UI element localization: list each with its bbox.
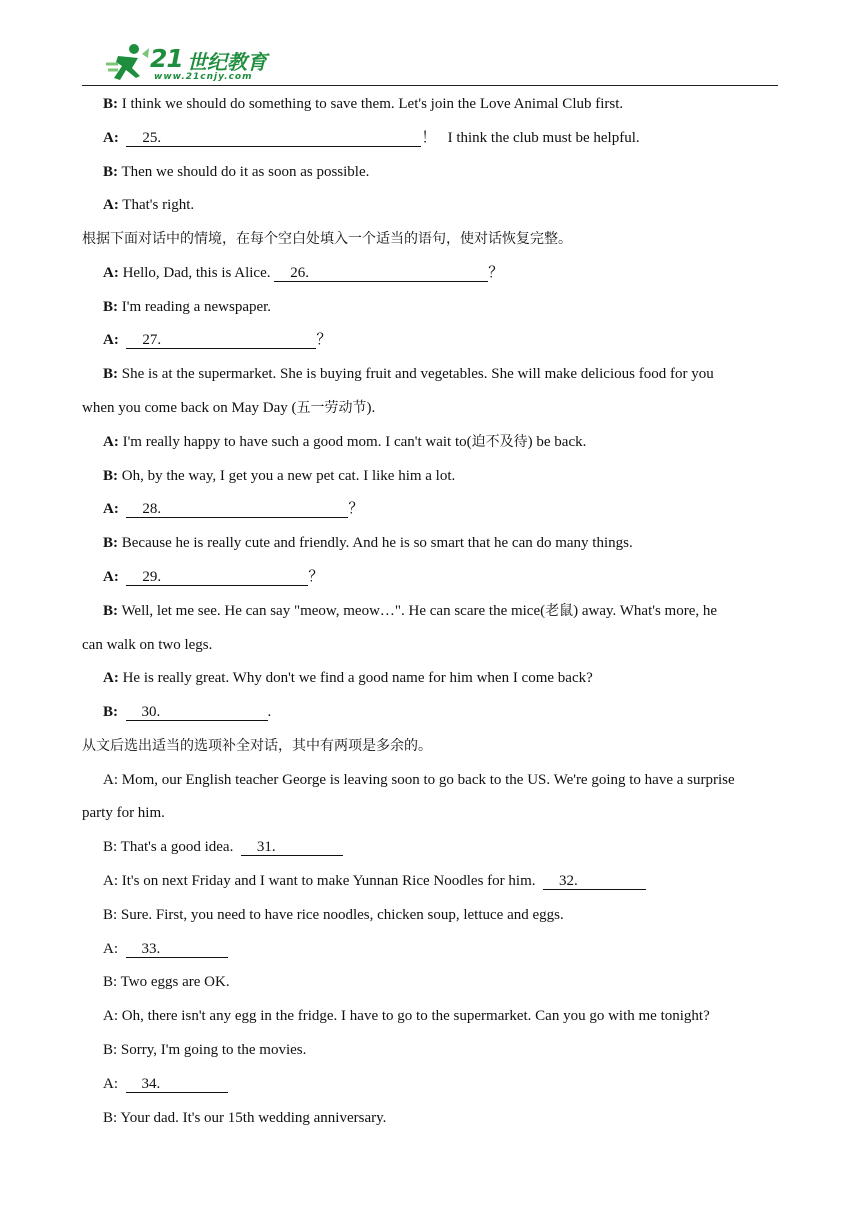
dialogue-line [82,905,803,925]
line-text: can walk on two legs. [82,637,213,653]
answer-blank-31[interactable]: 31. [241,839,343,856]
line-text: ！ I think the club must be helpful. [421,130,640,146]
speaker-label: A: [103,670,119,686]
dialogue-line [82,601,803,621]
line-text: Then we should do it as soon as possible. [118,164,370,180]
line-text: A: [103,941,126,957]
line-text: ？ [316,332,332,348]
speaker-label: B: [103,468,118,484]
line-text: party for him. [82,805,165,821]
speaker-label: A: [103,501,119,517]
speaker-label: B: [103,704,118,720]
line-text: ？ [488,265,504,281]
speaker-label: B: [103,96,118,112]
line-text: Oh, by the way, I get you a new pet cat. I like him a lot. [118,468,456,484]
logo-chinese: 世纪教育 [187,50,267,74]
section-instruction: 从文后选出适当的选项补全对话，其中有两项是多余的。 [82,738,432,754]
line-text: Hello, Dad, this is Alice. [118,265,275,281]
dialogue-line [82,770,803,790]
line-text: B: Sure. First, you need to have rice noodles, chicken soup, lettuce and eggs. [103,907,564,923]
line-text: He is really great. Why don't we find a good name for him when I come back? [118,670,593,686]
chinese-gloss: 五一劳动节 [296,400,367,416]
line-text: B: That's a good idea. [103,839,241,855]
line-text: ). [366,400,376,416]
dialogue-line [82,466,803,486]
chinese-gloss: 老鼠 [545,603,574,619]
line-text: when you come back on May Day ( [82,400,297,416]
dialogue-line [82,1006,803,1026]
answer-blank-27[interactable]: 27. [126,332,316,349]
line-text: A: [103,1076,126,1092]
dialogue-line [82,533,803,553]
section-instruction: 根据下面对话中的情境，在每个空白处填入一个适当的语句，使对话恢复完整。 [82,231,572,247]
line-text: B: Two eggs are OK. [103,974,230,990]
line-text: ) away. What's more, he [573,603,718,619]
dialogue-line [82,499,803,519]
speaker-label: A: [103,197,119,213]
dialogue-line [82,364,803,384]
runner-icon [104,42,150,84]
answer-blank-26[interactable]: 26. [274,265,488,282]
line-text: She is at the supermarket. She is buying fruit and vegetables. She will make delicious food for you [118,366,714,382]
speaker-label: B: [103,299,118,315]
dialogue-line [82,195,803,215]
speaker-label: A: [103,569,119,585]
speaker-label: B: [103,164,118,180]
line-text: A: Mom, our English teacher George is leaving soon to go back to the US. We're going to have a surprise [103,772,735,788]
dialogue-line [82,972,803,992]
speaker-label: A: [103,265,119,281]
line-text: That's right. [118,197,195,213]
line-text: Because he is really cute and friendly. And he is so smart that he can do many things. [118,535,633,551]
line-text: A: Oh, there isn't any egg in the fridge. I have to go to the supermarket. Can you go with me tonight? [103,1008,710,1024]
line-text: B: Your dad. It's our 15th wedding anniversary. [103,1110,387,1126]
dialogue-line [82,1040,803,1060]
dialogue-line [82,128,803,148]
answer-blank-29[interactable]: 29. [126,569,308,586]
dialogue-line [82,330,803,350]
answer-blank-33[interactable]: 33. [126,941,228,958]
dialogue-line-continued [82,635,782,655]
line-text: A: It's on next Friday and I want to make Yunnan Rice Noodles for him. [103,873,543,889]
logo-number: 21 [150,44,183,73]
dialogue-line [82,871,803,891]
answer-blank-30[interactable]: 30. [126,704,268,721]
line-text: . [267,704,272,720]
speaker-label: A: [103,434,119,450]
answer-blank-32[interactable]: 32. [543,873,646,890]
dialogue-line [82,432,803,452]
line-text: ？ [348,501,364,517]
header-divider [82,85,778,86]
logo-url: www.21cnjy.com [154,72,253,82]
dialogue-line [82,297,803,317]
line-text: I'm reading a newspaper. [118,299,272,315]
line-text: ？ [308,569,324,585]
line-text: ) be back. [527,434,587,450]
dialogue-line [82,94,803,114]
answer-blank-25[interactable]: 25. [126,130,421,147]
dialogue-line [82,263,803,283]
chinese-gloss: 迫不及待 [471,434,528,450]
site-logo [104,42,269,84]
dialogue-line [82,939,803,959]
line-text: I think we should do something to save them. Let's join the Love Animal Club first. [118,96,624,112]
speaker-label: B: [103,366,118,382]
dialogue-line [82,162,803,182]
answer-blank-34[interactable]: 34. [126,1076,228,1093]
dialogue-line-continued [82,398,782,418]
line-text: Well, let me see. He can say "meow, meow…". He can scare the mice( [118,603,546,619]
answer-blank-28[interactable]: 28. [126,501,348,518]
line-text: B: Sorry, I'm going to the movies. [103,1042,307,1058]
dialogue-line [82,668,803,688]
dialogue-line [82,702,803,722]
line-text: I'm really happy to have such a good mom. I can't wait to( [118,434,472,450]
speaker-label: A: [103,130,119,146]
speaker-label: A: [103,332,119,348]
speaker-label: B: [103,603,118,619]
dialogue-line-continued [82,803,782,823]
dialogue-line [82,1074,803,1094]
dialogue-line [82,567,803,587]
dialogue-line [82,837,803,857]
dialogue-line [82,1108,803,1128]
speaker-label: B: [103,535,118,551]
